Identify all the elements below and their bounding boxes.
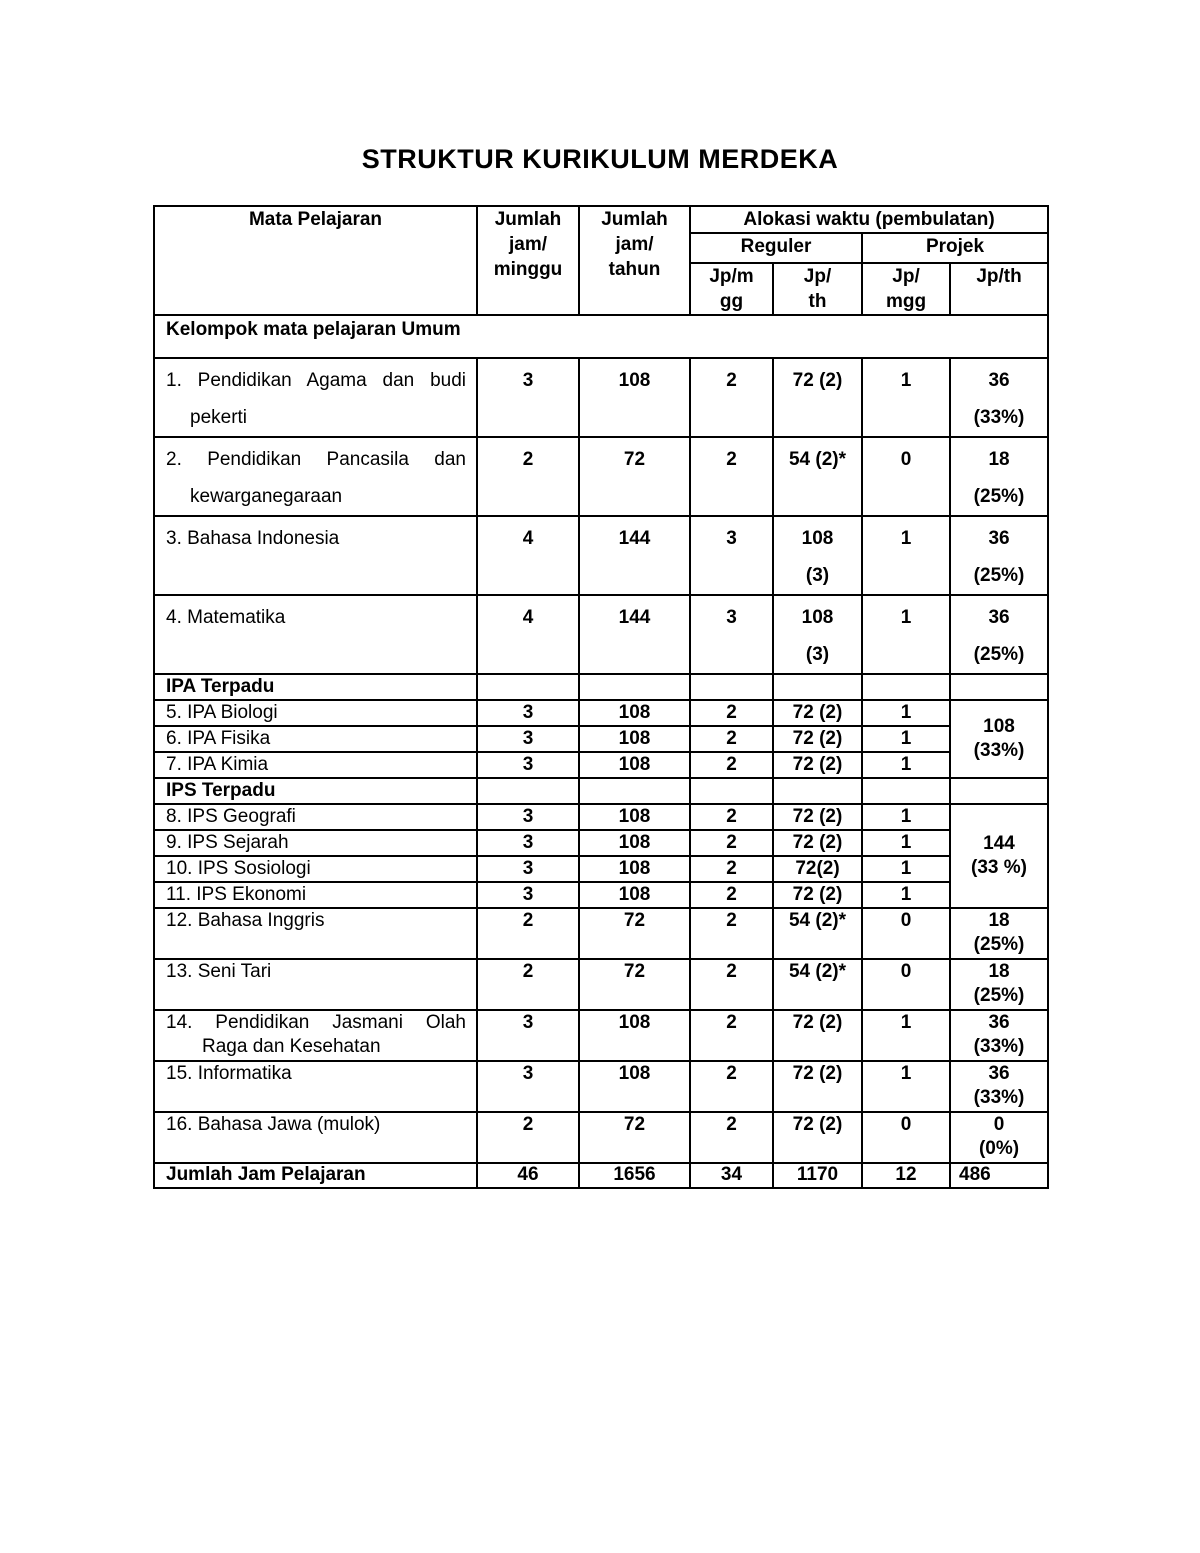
- cell-reg-th: 72 (2): [773, 358, 862, 437]
- cell-reg-th: 54 (2)*: [773, 959, 862, 1010]
- table-row: [154, 830, 1048, 856]
- cell-subject: 13. Seni Tari: [154, 959, 477, 1010]
- cell-jam-tahun: 108: [579, 882, 690, 908]
- cell-proj-mgg: 1: [862, 516, 950, 595]
- cell-jam-tahun: 144: [579, 516, 690, 595]
- cell-proj-mgg: 1: [862, 595, 950, 674]
- cell-jam-minggu: 3: [477, 856, 579, 882]
- cell-reg-th: 54 (2)*: [773, 437, 862, 516]
- cell-proj-th: 36 (33%): [950, 358, 1048, 437]
- section-umum: Kelompok mata pelajaran Umum: [154, 315, 1048, 358]
- table-row: [154, 700, 1048, 726]
- cell-subject: 16. Bahasa Jawa (mulok): [154, 1112, 477, 1163]
- cell-proj-mgg: 0: [862, 437, 950, 516]
- header-jpth-projek: Jp/th: [950, 263, 1048, 315]
- header-projek: Projek: [862, 233, 1048, 263]
- cell-jam-minggu: 3: [477, 1010, 579, 1061]
- header-row: [154, 206, 1048, 233]
- section-row: [154, 778, 1048, 804]
- total-proj-th: 486: [950, 1163, 1048, 1188]
- header-jpmgg-reguler: Jp/m gg: [690, 263, 773, 315]
- cell-subject: 7. IPA Kimia: [154, 752, 477, 778]
- cell-jam-minggu: 3: [477, 726, 579, 752]
- cell-proj-th: 18 (25%): [950, 437, 1048, 516]
- table-row: [154, 908, 1048, 959]
- cell-jam-minggu: 2: [477, 959, 579, 1010]
- table-row: [154, 804, 1048, 830]
- cell-proj-mgg: 1: [862, 830, 950, 856]
- cell-jam-minggu: 2: [477, 908, 579, 959]
- cell-proj-mgg: 1: [862, 726, 950, 752]
- cell-subject: 3. Bahasa Indonesia: [154, 516, 477, 595]
- cell-jam-minggu: 3: [477, 804, 579, 830]
- cell-subject: 14. Pendidikan Jasmani Olah Raga dan Kesehatan: [154, 1010, 477, 1061]
- cell-jam-tahun: 72: [579, 437, 690, 516]
- table-row: [154, 595, 1048, 674]
- cell-reg-th: 108 (3): [773, 595, 862, 674]
- total-jam-minggu: 46: [477, 1163, 579, 1188]
- cell-jam-minggu: 3: [477, 882, 579, 908]
- cell-reg-mgg: 2: [690, 437, 773, 516]
- cell-proj-mgg: 0: [862, 959, 950, 1010]
- cell-proj-mgg: 1: [862, 882, 950, 908]
- curriculum-table: [153, 205, 1049, 1189]
- cell-reg-th: 72 (2): [773, 726, 862, 752]
- cell-jam-tahun: 108: [579, 856, 690, 882]
- cell-reg-mgg: 2: [690, 908, 773, 959]
- cell-proj-mgg: 1: [862, 856, 950, 882]
- total-reg-mgg: 34: [690, 1163, 773, 1188]
- total-jam-tahun: 1656: [579, 1163, 690, 1188]
- cell-jam-tahun: 108: [579, 700, 690, 726]
- cell-subject: 10. IPS Sosiologi: [154, 856, 477, 882]
- cell-proj-th: 18 (25%): [950, 959, 1048, 1010]
- cell-jam-minggu: 3: [477, 1061, 579, 1112]
- cell-subject: 12. Bahasa Inggris: [154, 908, 477, 959]
- cell-jam-minggu: 4: [477, 516, 579, 595]
- cell-proj-th: 36 (25%): [950, 516, 1048, 595]
- cell-proj-th: 36 (33%): [950, 1010, 1048, 1061]
- cell-proj-th: 0 (0%): [950, 1112, 1048, 1163]
- cell-reg-mgg: 2: [690, 700, 773, 726]
- cell-reg-th: 72 (2): [773, 1112, 862, 1163]
- section-ips: IPS Terpadu: [154, 778, 477, 804]
- cell-subject: 15. Informatika: [154, 1061, 477, 1112]
- cell-jam-tahun: 108: [579, 1010, 690, 1061]
- header-subject: Mata Pelajaran: [154, 206, 477, 315]
- cell-proj-mgg: 1: [862, 358, 950, 437]
- cell-ips-projek-total: 144 (33 %): [950, 804, 1048, 908]
- cell-reg-th: 72 (2): [773, 830, 862, 856]
- table-row: [154, 1010, 1048, 1061]
- cell-reg-mgg: 2: [690, 1010, 773, 1061]
- table-row: [154, 437, 1048, 516]
- section-ipa: IPA Terpadu: [154, 674, 477, 700]
- cell-subject: 8. IPS Geografi: [154, 804, 477, 830]
- cell-reg-mgg: 2: [690, 856, 773, 882]
- total-proj-mgg: 12: [862, 1163, 950, 1188]
- total-reg-th: 1170: [773, 1163, 862, 1188]
- cell-reg-mgg: 2: [690, 726, 773, 752]
- table-row: [154, 1112, 1048, 1163]
- cell-reg-mgg: 2: [690, 804, 773, 830]
- cell-proj-mgg: 1: [862, 1010, 950, 1061]
- cell-jam-minggu: 3: [477, 700, 579, 726]
- header-jam-minggu: Jumlah jam/ minggu: [477, 206, 579, 315]
- cell-jam-tahun: 108: [579, 1061, 690, 1112]
- header-jam-tahun: Jumlah jam/ tahun: [579, 206, 690, 315]
- header-jpmgg-projek: Jp/ mgg: [862, 263, 950, 315]
- cell-jam-minggu: 4: [477, 595, 579, 674]
- cell-proj-th: 36 (25%): [950, 595, 1048, 674]
- cell-reg-mgg: 3: [690, 595, 773, 674]
- header-alokasi: Alokasi waktu (pembulatan): [690, 206, 1048, 233]
- page-title: STRUKTUR KURIKULUM MERDEKA: [361, 144, 839, 174]
- header-jpth-reguler: Jp/ th: [773, 263, 862, 315]
- cell-reg-th: 72 (2): [773, 752, 862, 778]
- table-row: [154, 1061, 1048, 1112]
- table-row: [154, 516, 1048, 595]
- cell-proj-mgg: 1: [862, 804, 950, 830]
- total-label: Jumlah Jam Pelajaran: [154, 1163, 477, 1188]
- cell-reg-mgg: 2: [690, 882, 773, 908]
- cell-reg-th: 72 (2): [773, 700, 862, 726]
- cell-reg-mgg: 2: [690, 830, 773, 856]
- cell-jam-minggu: 3: [477, 358, 579, 437]
- cell-reg-mgg: 3: [690, 516, 773, 595]
- cell-jam-tahun: 72: [579, 959, 690, 1010]
- table-row: [154, 358, 1048, 437]
- cell-reg-th: 72(2): [773, 856, 862, 882]
- header-reguler: Reguler: [690, 233, 862, 263]
- cell-proj-mgg: 0: [862, 908, 950, 959]
- cell-reg-th: 108 (3): [773, 516, 862, 595]
- cell-proj-th: 18 (25%): [950, 908, 1048, 959]
- cell-reg-th: 72 (2): [773, 1061, 862, 1112]
- cell-jam-tahun: 72: [579, 1112, 690, 1163]
- cell-proj-mgg: 0: [862, 1112, 950, 1163]
- cell-subject: 6. IPA Fisika: [154, 726, 477, 752]
- cell-jam-minggu: 2: [477, 437, 579, 516]
- cell-subject: 11. IPS Ekonomi: [154, 882, 477, 908]
- cell-jam-tahun: 108: [579, 752, 690, 778]
- cell-proj-mgg: 1: [862, 1061, 950, 1112]
- table-row: [154, 959, 1048, 1010]
- cell-jam-minggu: 3: [477, 830, 579, 856]
- cell-jam-tahun: 108: [579, 358, 690, 437]
- cell-subject: 9. IPS Sejarah: [154, 830, 477, 856]
- cell-reg-mgg: 2: [690, 1061, 773, 1112]
- cell-jam-tahun: 72: [579, 908, 690, 959]
- total-row: [154, 1163, 1048, 1188]
- cell-subject: 4. Matematika: [154, 595, 477, 674]
- cell-reg-mgg: 2: [690, 1112, 773, 1163]
- cell-reg-mgg: 2: [690, 358, 773, 437]
- cell-ipa-projek-total: 108 (33%): [950, 700, 1048, 778]
- table-row: [154, 752, 1048, 778]
- cell-subject: 2. Pendidikan Pancasila dan kewarganegaraan: [154, 437, 477, 516]
- cell-subject: 5. IPA Biologi: [154, 700, 477, 726]
- cell-subject: 1. Pendidikan Agama dan budi pekerti: [154, 358, 477, 437]
- table-row: [154, 856, 1048, 882]
- section-row: [154, 315, 1048, 358]
- cell-reg-mgg: 2: [690, 752, 773, 778]
- cell-jam-tahun: 108: [579, 726, 690, 752]
- cell-jam-tahun: 108: [579, 804, 690, 830]
- table-row: [154, 726, 1048, 752]
- section-row: [154, 674, 1048, 700]
- cell-reg-th: 72 (2): [773, 804, 862, 830]
- cell-reg-mgg: 2: [690, 959, 773, 1010]
- cell-jam-minggu: 3: [477, 752, 579, 778]
- cell-proj-mgg: 1: [862, 700, 950, 726]
- cell-proj-mgg: 1: [862, 752, 950, 778]
- table-row: [154, 882, 1048, 908]
- cell-reg-th: 54 (2)*: [773, 908, 862, 959]
- cell-proj-th: 36 (33%): [950, 1061, 1048, 1112]
- cell-reg-th: 72 (2): [773, 882, 862, 908]
- cell-jam-minggu: 2: [477, 1112, 579, 1163]
- cell-reg-th: 72 (2): [773, 1010, 862, 1061]
- cell-jam-tahun: 144: [579, 595, 690, 674]
- cell-jam-tahun: 108: [579, 830, 690, 856]
